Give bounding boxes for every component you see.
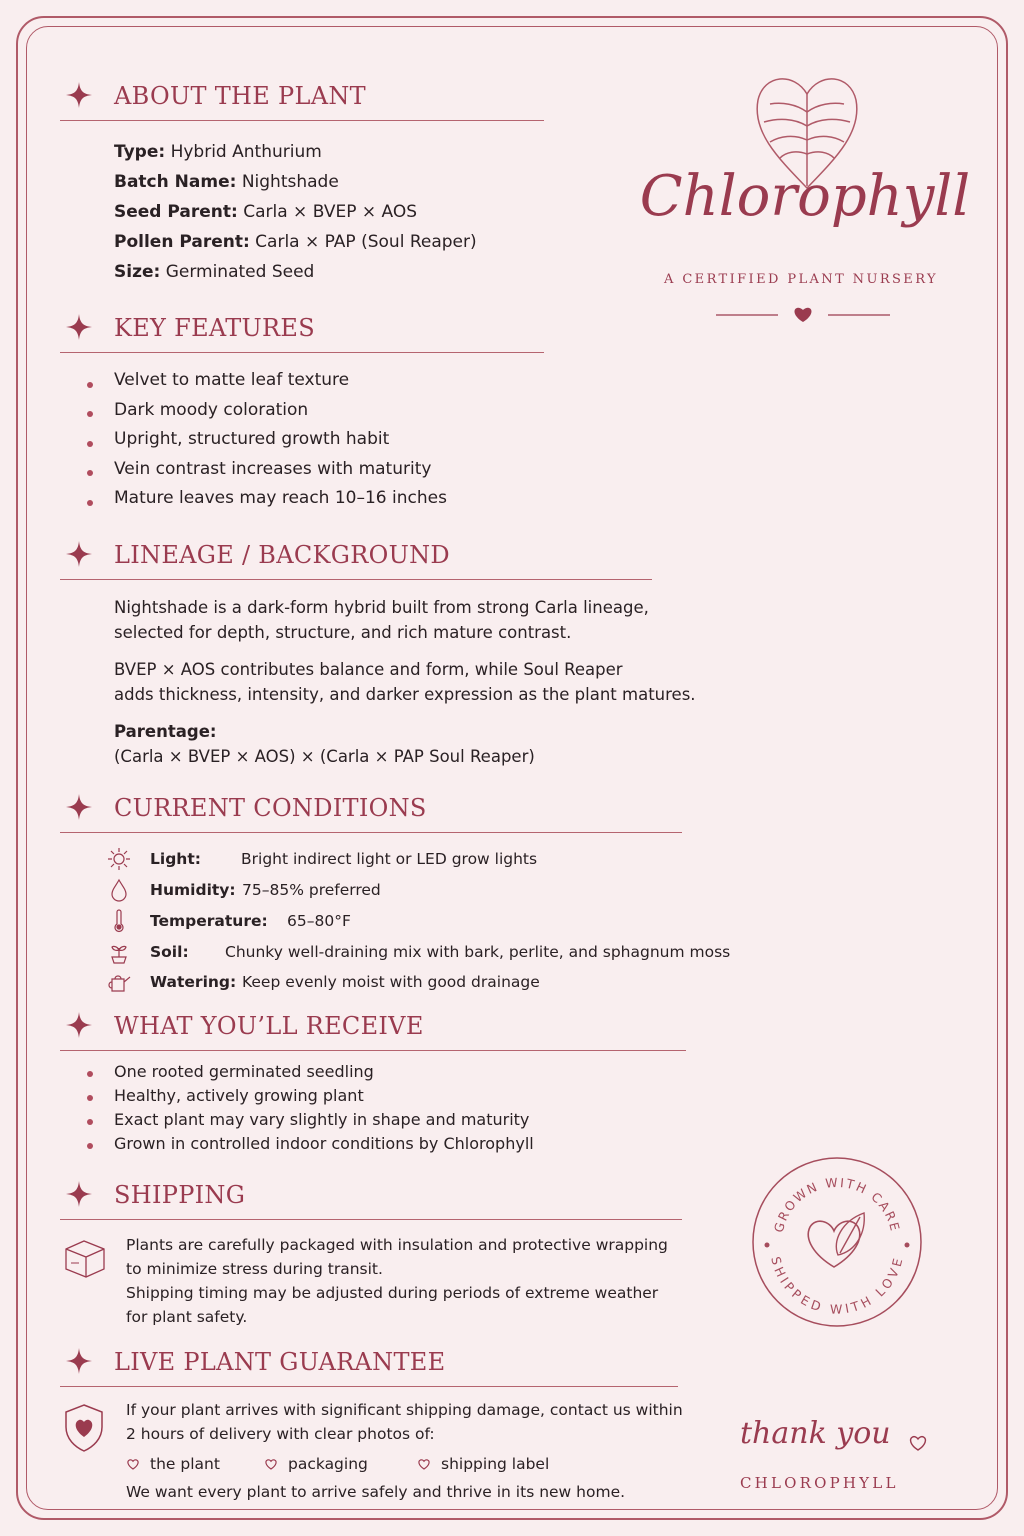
features-section — [60, 314, 544, 514]
list-item: Healthy, actively growing plant — [82, 1086, 534, 1110]
guarantee-header — [60, 1348, 678, 1387]
sparkle-icon — [66, 82, 92, 108]
sprout-icon — [106, 939, 132, 965]
list-item: Grown in controlled indoor conditions by Chlorophyll — [82, 1134, 534, 1158]
seal-bottom-text: SHIPPED WITH LOVE — [768, 1255, 906, 1317]
heart-outline-icon — [908, 1434, 928, 1452]
sparkle-icon — [66, 541, 92, 567]
parentage: Parentage: (Carla × BVEP × AOS) × (Carla × PAP Soul Reaper) — [114, 722, 535, 766]
conditions-section: CURRENT CONDITIONS Light: Bright indirect light or LED grow lights Humidity: 75–85% preferred Temperature: 65–80°F Soil: Chunky well-draining mix with bark, perlite, and sphagnum moss Watering: Keep evenly moist with good drainage — [60, 794, 682, 994]
guarantee-text: If your plant arrives with significant shipping damage, contact us within 2 hours of delivery with clear photos of: — [126, 1401, 683, 1443]
about-row-type: Type: Hybrid Anthurium — [114, 142, 322, 162]
thank-you-signature — [730, 1408, 940, 1498]
brand-wordmark: Chlorophyll — [639, 164, 971, 229]
box-icon — [62, 1235, 108, 1281]
conditions-header — [60, 794, 682, 833]
section-title: LINEAGE / BACKGROUND — [114, 541, 450, 569]
seal-top-text: GROWN WITH CARE — [770, 1174, 904, 1235]
about-row-batch: Batch Name: Nightshade — [114, 172, 339, 192]
section-title: SHIPPING — [114, 1181, 246, 1209]
shipping-section — [60, 1181, 682, 1331]
watering-can-icon — [106, 969, 132, 995]
list-item: One rooted germinated seedling — [82, 1062, 534, 1086]
about-header — [60, 82, 544, 121]
receive-header — [60, 1012, 686, 1051]
section-title: KEY FEATURES — [114, 314, 315, 342]
about-row-size: Size: Germinated Seed — [114, 262, 315, 282]
lineage-section — [60, 541, 696, 771]
list-item: Vein contrast increases with maturity — [82, 459, 447, 489]
brand-logo — [620, 60, 990, 340]
features-header — [60, 314, 544, 353]
lineage-paragraph-2: BVEP × AOS contributes balance and form, while Soul Reaper adds thickness, intensity, and darker expression as the plant matures. — [114, 660, 696, 704]
section-title: ABOUT THE PLANT — [114, 82, 366, 110]
sparkle-icon — [66, 1012, 92, 1038]
heart-outline-icon — [417, 1457, 431, 1471]
about-row-seed-parent: Seed Parent: Carla × BVEP × AOS — [114, 202, 418, 222]
thank-you-script: thank you — [740, 1416, 891, 1451]
shipping-text: Plants are carefully packaged with insulation and protective wrapping to minimize stress during transit. Shipping timing may be adjusted during periods of extreme weather for plant safety. — [126, 1236, 668, 1326]
sparkle-icon — [66, 1348, 92, 1374]
section-title: WHAT YOU’LL RECEIVE — [114, 1012, 424, 1040]
grown-with-care-seal — [750, 1155, 924, 1329]
shield-heart-icon — [62, 1403, 106, 1453]
heart-divider — [716, 304, 890, 326]
thermometer-icon — [106, 908, 132, 934]
heart-outline-icon — [126, 1457, 140, 1471]
list-item: Velvet to matte leaf texture — [82, 370, 447, 400]
sparkle-icon — [66, 1181, 92, 1207]
list-item: Upright, structured growth habit — [82, 429, 447, 459]
sparkle-icon — [66, 314, 92, 340]
droplet-icon — [106, 877, 132, 903]
section-title: CURRENT CONDITIONS — [114, 794, 427, 822]
heart-outline-icon — [264, 1457, 278, 1471]
receive-list — [82, 1062, 534, 1158]
receive-section — [60, 1012, 686, 1162]
list-item: Mature leaves may reach 10–16 inches — [82, 488, 447, 518]
guarantee-closing: We want every plant to arrive safely and thrive in its new home. — [126, 1483, 626, 1501]
thank-you-name: CHLOROPHYLL — [740, 1474, 899, 1492]
features-list — [82, 370, 447, 518]
sun-icon — [106, 846, 132, 872]
section-title: LIVE PLANT GUARANTEE — [114, 1348, 446, 1376]
shipping-header — [60, 1181, 682, 1220]
about-section — [60, 82, 544, 282]
list-item: Dark moody coloration — [82, 400, 447, 430]
guarantee-section — [60, 1348, 678, 1388]
brand-tagline: A CERTIFIED PLANT NURSERY — [664, 272, 938, 287]
lineage-paragraph-1: Nightshade is a dark-form hybrid built from strong Carla lineage, selected for depth, structure, and rich mature contrast. — [114, 598, 649, 642]
sparkle-icon — [66, 794, 92, 820]
list-item: Exact plant may vary slightly in shape and maturity — [82, 1110, 534, 1134]
lineage-header — [60, 541, 652, 580]
about-row-pollen-parent: Pollen Parent: Carla × PAP (Soul Reaper) — [114, 232, 477, 252]
